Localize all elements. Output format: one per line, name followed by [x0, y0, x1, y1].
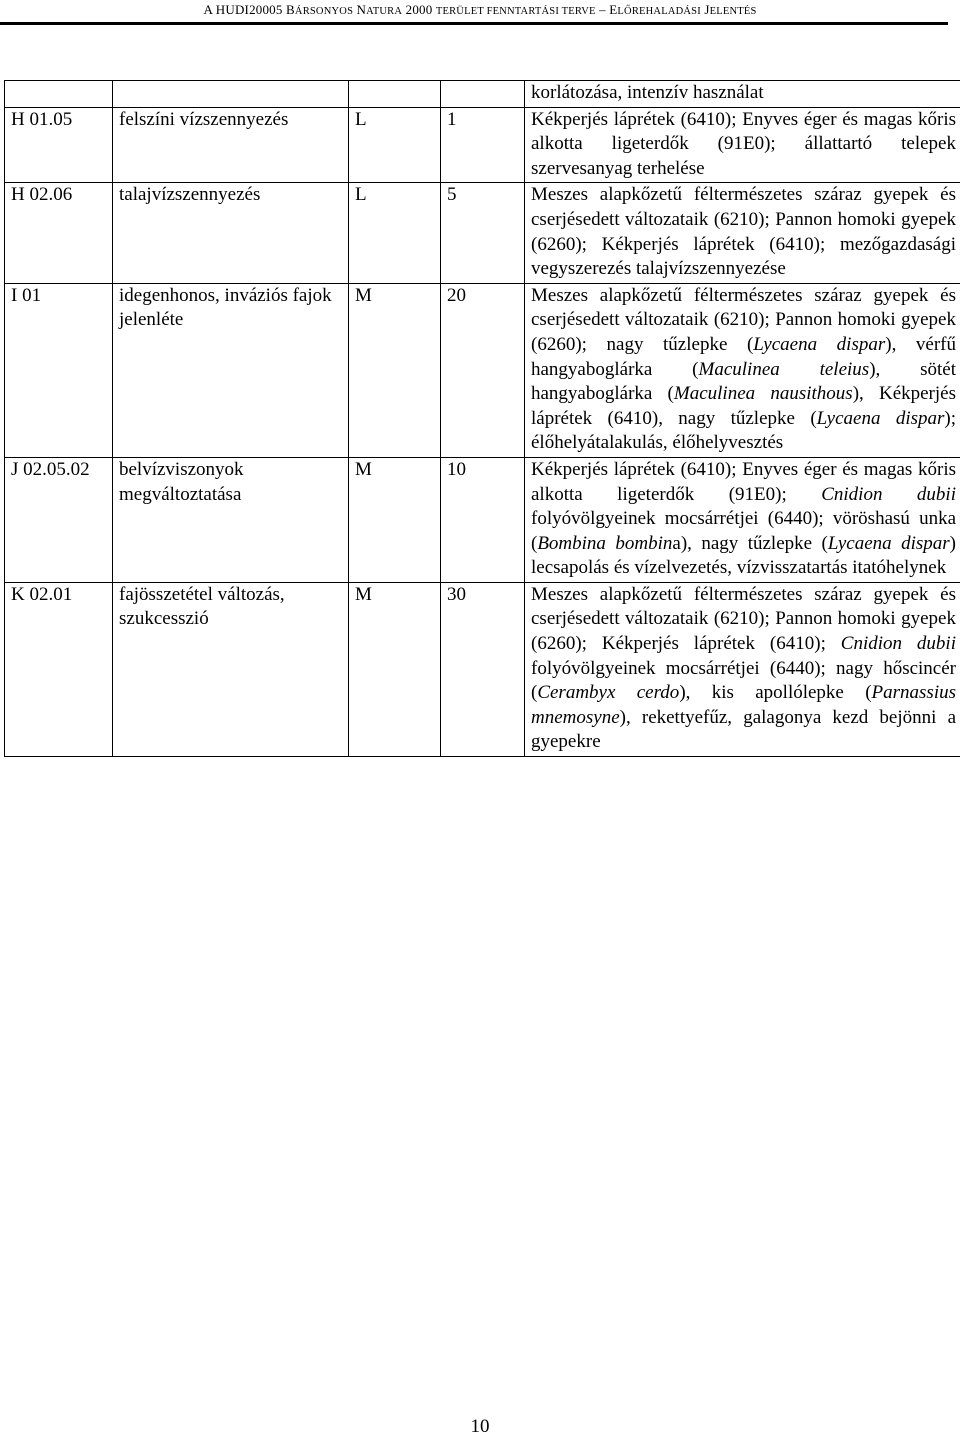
header-text: – E — [595, 2, 618, 17]
header-text: TERÜLET FENNTARTÁSI TERVE — [435, 6, 596, 17]
description-cell — [525, 283, 960, 457]
header-rule — [0, 22, 948, 25]
category-cell: L — [349, 183, 441, 283]
category-cell — [349, 81, 441, 108]
page-number: 10 — [470, 1416, 490, 1437]
description-text: Meszes alapkőzetű féltermészetes száraz gyepek és cserjésedett változataik (6210); Pannon homoki gyepek (6260); nagy tűzlepke ( — [531, 284, 956, 355]
description-cell — [525, 183, 960, 283]
description-cell — [525, 457, 960, 582]
count-cell: 30 — [441, 582, 525, 756]
threat-name-cell: fajösszetétel változás, szukcesszió — [113, 582, 349, 756]
threat-name-cell: talajvízszennyezés — [113, 183, 349, 283]
category-cell: L — [349, 107, 441, 183]
table-body — [5, 81, 960, 757]
description-cell — [525, 582, 960, 756]
table-row — [5, 582, 960, 756]
description-text: ), sötét hangyaboglárka ( — [531, 358, 956, 405]
category-cell: M — [349, 582, 441, 756]
species-name: Parnassius mnemosyne — [531, 682, 956, 728]
threat-name-cell: felszíni vízszennyezés — [113, 107, 349, 183]
species-name: Lycaena dispar — [827, 532, 950, 554]
table-row — [5, 283, 960, 457]
category-cell: M — [349, 457, 441, 582]
species-name: Cnidion dubii — [840, 633, 956, 655]
header-text: 2000 — [402, 2, 436, 17]
description-text: a), nagy tűzlepke ( — [672, 532, 828, 554]
table-row — [5, 183, 960, 283]
count-cell: 20 — [441, 283, 525, 457]
description-cell — [525, 81, 960, 108]
header-text: N — [353, 2, 367, 17]
table-row — [5, 457, 960, 582]
count-cell: 5 — [441, 183, 525, 283]
header-text: ATURA — [366, 6, 403, 17]
description-text: korlátozása, intenzív használat — [531, 82, 764, 103]
species-name: Cerambyx cerdo — [537, 682, 680, 704]
threat-code-cell: H 02.06 — [5, 183, 113, 283]
page-header — [0, 0, 960, 24]
threat-name-cell: belvízviszonyok megváltoztatása — [113, 457, 349, 582]
species-name: Lycaena dispar — [816, 407, 945, 429]
species-name: Maculinea teleius — [698, 358, 870, 380]
table-row — [5, 81, 960, 108]
count-cell: 10 — [441, 457, 525, 582]
description-text: folyóvölgyeinek mocsárrétjei (6440); vöröshasú unka ( — [531, 508, 956, 554]
description-text: ), kis apollólepke ( — [679, 682, 872, 704]
description-text: Kékperjés láprétek (6410); Enyves éger és magas kőris alkotta ligeterdők (91E0); állattartó telepek szervesanyag terhelése — [531, 108, 956, 179]
header-text: ELENTÉS — [709, 6, 757, 17]
description-text: ), Kékperjés láprétek (6410), nagy tűzlepke ( — [531, 383, 956, 429]
species-name: Bombina bombin — [537, 532, 673, 554]
threats-table — [4, 80, 960, 757]
count-cell: 1 — [441, 107, 525, 183]
header-text: J — [700, 2, 710, 17]
header-text: A HUDI20005 B — [203, 2, 295, 17]
threat-code-cell: K 02.01 — [5, 582, 113, 756]
threat-code-cell: H 01.05 — [5, 107, 113, 183]
category-cell: M — [349, 283, 441, 457]
table-row — [5, 107, 960, 183]
species-name: Lycaena dispar — [753, 333, 886, 355]
description-text: ) lecsapolás és vízelvezetés, vízvisszatartás itatóhelynek — [531, 532, 956, 579]
species-name: Cnidion dubii — [821, 483, 956, 505]
threat-name-cell — [113, 81, 349, 108]
description-text: folyóvölgyeinek mocsárrétjei (6440); nagy hőscincér ( — [531, 657, 956, 704]
threat-code-cell: I 01 — [5, 283, 113, 457]
description-text: ), vérfű hangyaboglárka ( — [531, 333, 956, 380]
header-text: LŐREHALADÁSI — [617, 6, 701, 17]
species-name: Maculinea nausithous — [673, 383, 853, 405]
threat-code-cell: J 02.05.02 — [5, 457, 113, 582]
threat-name-cell: idegenhonos, inváziós fajok jelenléte — [113, 283, 349, 457]
threat-code-cell — [5, 81, 113, 108]
description-text: ), rekettyefűz, galagonya kezd bejönni a gyepekre — [531, 706, 956, 753]
description-cell — [525, 107, 960, 183]
description-text: Kékperjés láprétek (6410); Enyves éger és magas kőris alkotta ligeterdők (91E0); — [531, 458, 956, 505]
description-text: Meszes alapkőzetű féltermészetes száraz gyepek és cserjésedett változataik (6210); Pannon homoki gyepek (6260); Kékperjés láprétek (6410); mezőgazdasági vegyszerezés talajvízszennyezése — [531, 184, 956, 280]
description-text: ); élőhelyátalakulás, élőhelyvesztés — [531, 407, 956, 454]
description-text: Meszes alapkőzetű féltermészetes száraz gyepek és cserjésedett változataik (6210); Pannon homoki gyepek (6260); Kékperjés láprétek (6410); — [531, 583, 956, 655]
header-text: ÁRSONYOS — [294, 6, 354, 17]
count-cell — [441, 81, 525, 108]
